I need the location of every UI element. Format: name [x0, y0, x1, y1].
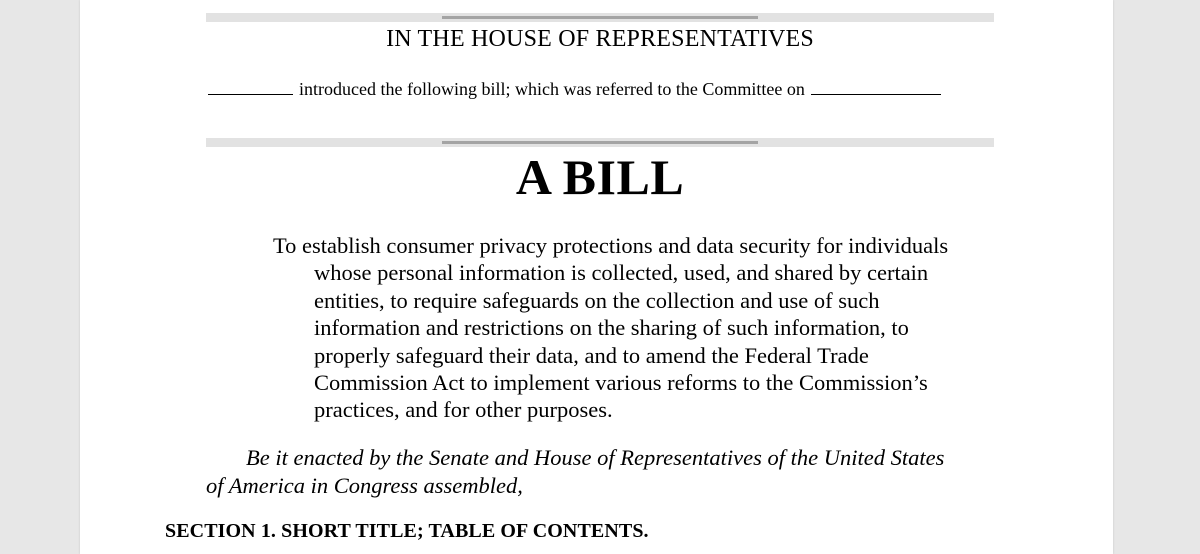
top-divider-line — [442, 16, 758, 19]
bill-purpose — [273, 232, 993, 424]
middle-divider-line — [442, 141, 758, 144]
purpose-line: Commission Act to implement various reforms to the Commission’s — [314, 370, 928, 396]
purpose-line: properly safeguard their data, and to amend the Federal Trade — [314, 342, 869, 368]
introduction-line — [208, 76, 968, 100]
enacting-line: Be it enacted by the Senate and House of Representatives of the United States — [246, 445, 945, 470]
section-heading: SECTION 1. SHORT TITLE; TABLE OF CONTENTS. — [165, 520, 649, 542]
introduction-text: introduced the following bill; which was referred to the Committee on — [299, 79, 805, 99]
purpose-line: practices, and for other purposes. — [314, 397, 613, 423]
enacting-line: of America in Congress assembled, — [206, 473, 523, 498]
enacting-clause — [206, 444, 1006, 500]
house-heading: IN THE HOUSE OF REPRESENTATIVES — [386, 26, 814, 52]
bill-title: A BILL — [515, 149, 685, 205]
purpose-line: whose personal information is collected, used, and shared by certain — [314, 260, 929, 286]
document-page — [80, 0, 1113, 554]
sponsor-blank — [208, 76, 293, 95]
purpose-line: information and restrictions on the sharing of such information, to — [314, 315, 909, 341]
committee-blank — [811, 76, 941, 95]
purpose-line: entities, to require safeguards on the collection and use of such — [314, 287, 880, 313]
purpose-line: To establish consumer privacy protections and data security for individuals — [273, 233, 949, 258]
